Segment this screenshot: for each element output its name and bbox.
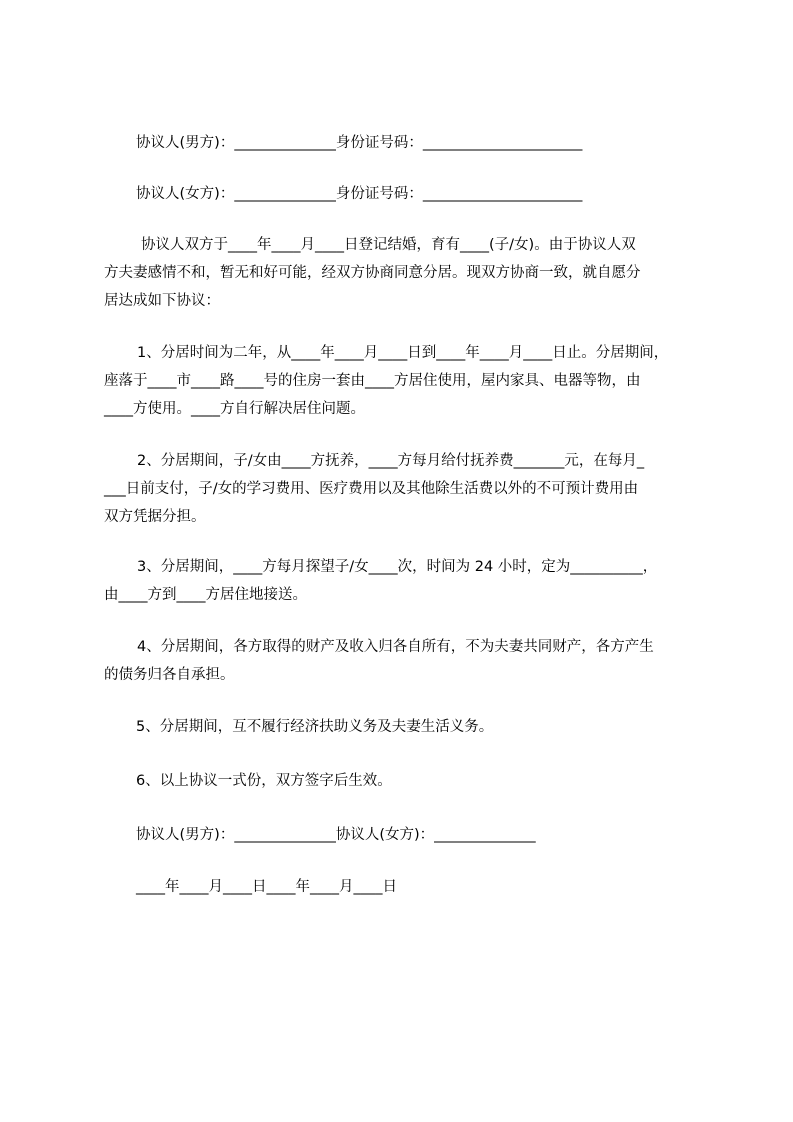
clause-1-line-2: 座落于____市____路____号的住房一套由____方居住使用，屋内家具、电器等物，由 <box>104 373 641 389</box>
clause-3-line-2: 由____方到____方居住地接送。 <box>104 587 307 603</box>
signature-line: 协议人(男方)：______________协议人(女方)：______________ <box>136 827 536 843</box>
clause-3-line-1: 3、分居期间，____方每月探望子/女____次，时间为 24 小时，定为__________， <box>137 559 658 575</box>
party-male-line: 协议人(男方)：______________身份证号码：______________________ <box>136 135 583 151</box>
intro-line-3: 居达成如下协议： <box>104 293 220 309</box>
clause-1-line-1: 1、分居时间为二年，从____年____月____日到____年____月____日止。分居期间， <box>137 345 669 361</box>
clause-2-line-3: 双方凭据分担。 <box>104 509 206 525</box>
intro-line-1: 协议人双方于____年____月____日登记结婚，育有____(子/女)。由于协议人双 <box>141 237 636 253</box>
date-line: ____年____月____日____年____月____日 <box>136 879 397 895</box>
clause-5: 5、分居期间，互不履行经济扶助义务及夫妻生活义务。 <box>136 719 494 735</box>
intro-line-2: 方夫妻感情不和，暂无和好可能，经双方协商同意分居。现双方协商一致，就自愿分 <box>104 265 641 281</box>
clause-2-line-2: ___日前支付，子/女的学习费用、医疗费用以及其他除生活费以外的不可预计费用由 <box>104 481 639 497</box>
clause-6: 6、以上协议一式份，双方签字后生效。 <box>136 773 392 789</box>
clause-4-line-2: 的债务归各自承担。 <box>104 667 235 683</box>
clause-2-line-1: 2、分居期间，子/女由____方抚养，____方每月给付抚养费_______元，在每月_ <box>137 453 645 469</box>
party-female-line: 协议人(女方)：______________身份证号码：______________________ <box>136 186 583 202</box>
clause-4-line-1: 4、分居期间，各方取得的财产及收入归各自所有，不为夫妻共同财产，各方产生 <box>137 639 654 655</box>
clause-1-line-3: ____方使用。____方自行解决居住问题。 <box>104 401 365 417</box>
